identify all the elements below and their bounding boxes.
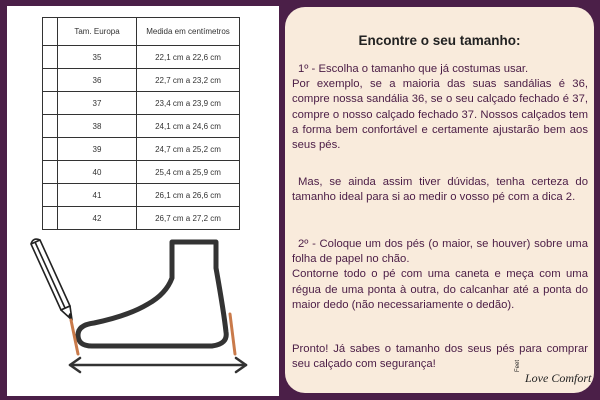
table-row [43,115,240,138]
size-table [42,17,240,230]
pencil-icon [31,239,72,320]
final-text: Pronto! Já sabes o tamanho dos seus pés para comprar seu calçado com segurança! [292,343,588,371]
size-guide-card [285,7,594,393]
range-cell: 24,1 cm a 24,6 cm [137,115,240,138]
table-row [43,46,240,69]
double-arrow-icon [70,358,246,372]
logo-small-text: Feet [515,359,521,372]
step1-paragraph [292,62,588,153]
size-cell: 42 [58,207,137,230]
size-cell: 38 [58,115,137,138]
range-cell: 25,4 cm a 25,9 cm [137,161,240,184]
doubt-text: Mas, se ainda assim tiver dúvidas, tenha certeza do tamanho ideal para si ao medir o vosso pé com a dica 2. [292,176,588,204]
step1-example: Por exemplo, se a maioria das suas sandálias é 36, compre nossa sandália 36, se o seu calçado fechado é 37, compre o nosso calçado fechado 37. Nossos calçados tem a forma bem confortável e certamente ajustarão bem aos seus pés. [292,78,588,152]
table-header-size: Tam. Europa [58,18,137,46]
size-cell: 40 [58,161,137,184]
table-row [43,92,240,115]
brand-logo [513,356,595,390]
size-cell: 37 [58,92,137,115]
card-title: Encontre o seu tamanho: [358,33,521,48]
range-cell: 24,7 cm a 25,2 cm [137,138,240,161]
step2-paragraph [292,237,588,313]
range-cell: 22,7 cm a 23,2 cm [137,69,240,92]
range-cell: 22,1 cm a 22,6 cm [137,46,240,69]
foot-measure-illustration [0,228,280,393]
table-header-measure: Medida em centímetros [137,18,240,46]
range-cell: 26,7 cm a 27,2 cm [137,207,240,230]
step2-instructions: Contorne todo o pé com uma caneta e meça com uma régua de uma ponta à outra, do calcanhar até a ponta do maior dedo (não necessariamente o dedão). [292,268,588,311]
range-cell: 23,4 cm a 23,9 cm [137,92,240,115]
size-cell: 36 [58,69,137,92]
step1-intro: 1º - Escolha o tamanho que já costumas usar. [298,63,529,75]
step2-intro: 2º - Coloque um dos pés (o maior, se houver) sobre uma folha de papel no chão. [292,238,588,266]
logo-main-text: Love Comfort [525,371,592,385]
table-row [43,138,240,161]
size-cell: 39 [58,138,137,161]
table-row [43,207,240,230]
table-row [43,184,240,207]
table-header-row [43,18,240,46]
foot-icon [78,242,226,346]
size-cell: 41 [58,184,137,207]
table-row [43,69,240,92]
range-cell: 26,1 cm a 26,6 cm [137,184,240,207]
table-row [43,161,240,184]
size-cell: 35 [58,46,137,69]
doubt-paragraph [292,175,588,205]
table-header-blank [43,18,58,46]
